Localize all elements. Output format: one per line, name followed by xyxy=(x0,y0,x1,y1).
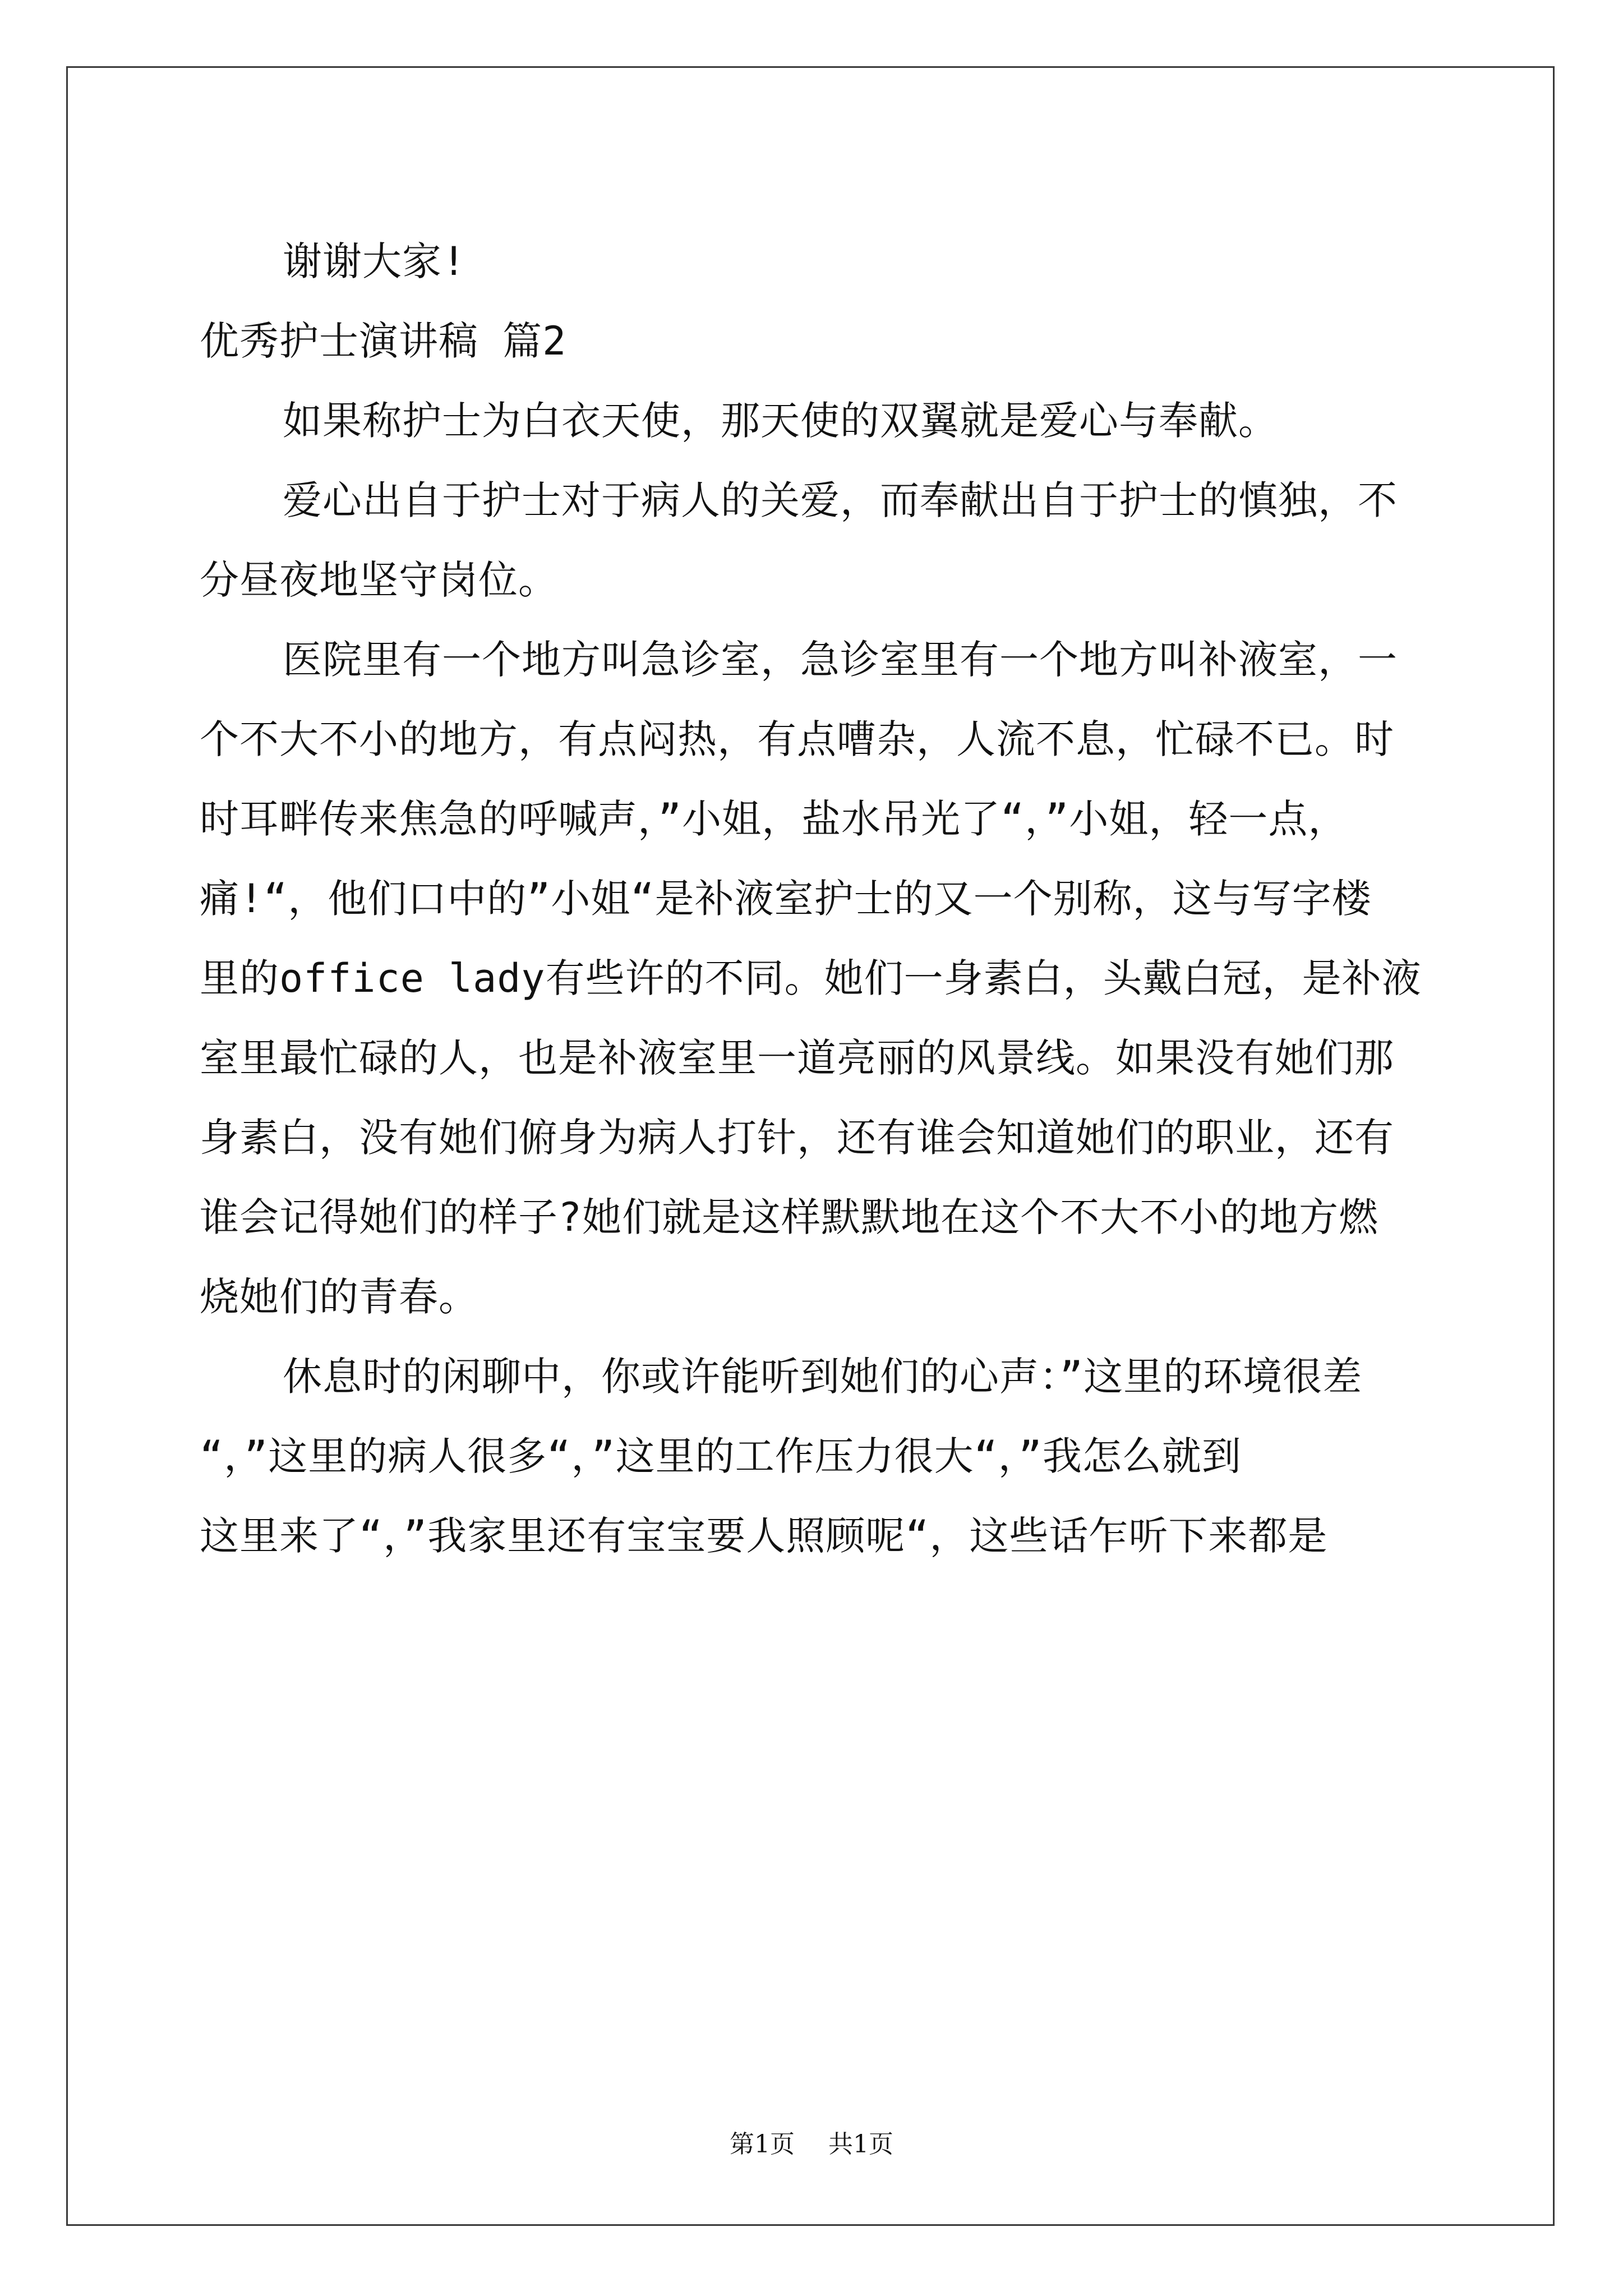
text-line: 时耳畔传来焦急的呼喊声，”小姐，盐水吊光了“，”小姐，轻一点， xyxy=(200,796,1348,842)
text-line: 分昼夜地坚守岗位。 xyxy=(200,557,558,603)
text-line: 身素白，没有她们俯身为病人打针，还有谁会知道她们的职业，还有 xyxy=(200,1115,1394,1161)
text-line: 这里来了“，”我家里还有宝宝要人照顾呢“，这些话乍听下来都是 xyxy=(200,1513,1328,1559)
section-heading: 优秀护士演讲稿 篇2 xyxy=(200,318,567,364)
text-line: 痛!“，他们口中的”小姐“是补液室护士的又一个别称，这与写字楼 xyxy=(200,876,1372,922)
text-line: 个不大不小的地方，有点闷热，有点嘈杂，人流不息，忙碌不已。时 xyxy=(200,716,1394,762)
text-line: 里的office lady有些许的不同。她们一身素白，头戴白冠，是补液 xyxy=(200,955,1422,1001)
text-line: 室里最忙碌的人，也是补液室里一道亮丽的风景线。如果没有她们那 xyxy=(200,1035,1394,1081)
document-body xyxy=(200,222,1433,1576)
text-line: 爱心出自于护士对于病人的关爱，而奉献出自于护士的慎独，不 xyxy=(283,477,1398,523)
text-line: 谢谢大家! xyxy=(283,238,467,284)
page-total: 共1页 xyxy=(828,2130,893,2159)
text-line: 谁会记得她们的样子?她们就是这样默默地在这个不大不小的地方燃 xyxy=(200,1194,1379,1240)
text-line: “，”这里的病人很多“，”这里的工作压力很大“，”我怎么就到 xyxy=(200,1433,1242,1479)
text-line: 如果称护士为白衣天使，那天使的双翼就是爱心与奉献。 xyxy=(283,398,1278,444)
text-line: 医院里有一个地方叫急诊室，急诊室里有一个地方叫补液室，一 xyxy=(283,637,1398,683)
text-line: 休息时的闲聊中，你或许能听到她们的心声：”这里的环境很差 xyxy=(283,1354,1363,1400)
page-number: 第1页 xyxy=(730,2130,795,2159)
page-footer xyxy=(0,2128,1623,2161)
text-line: 烧她们的青春。 xyxy=(200,1274,478,1320)
